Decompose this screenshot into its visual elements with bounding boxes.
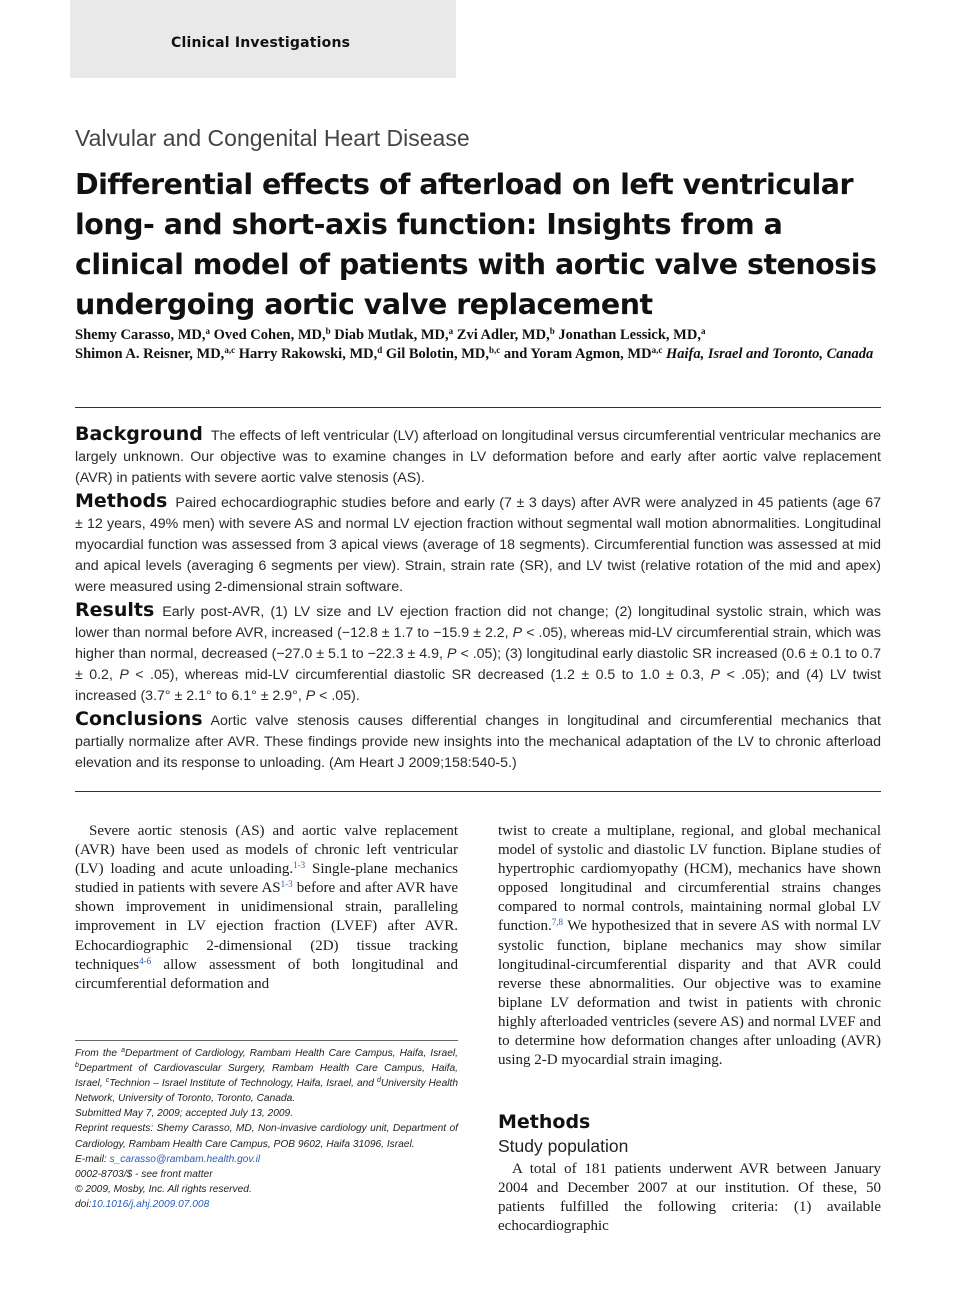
abstract-text: < .05). (319, 687, 360, 704)
affiliation-mark: a,c (224, 345, 236, 355)
section-kicker: Valvular and Congenital Heart Disease (75, 125, 470, 151)
author: Shimon A. Reisner, MD, (75, 346, 225, 362)
body-text: We hypothesized that in severe AS with normal LV systolic function, biplane mechanics may show similar longitudinal-circumferential disparity and that AVR could reverse these abnormalities. Our objective was to examine biplane LV deformation and twist in patients with chronic highly afterloaded ventricles (severe AS) and normal LVEF and to determine how deformation changes after unloading (AVR) using 2-D myocardial strain imaging. (498, 918, 881, 1069)
author: Shemy Carasso, MD, (75, 327, 206, 343)
abstract-heading: Results (75, 599, 155, 622)
footnote-issn: 0002-8703/$ - see front matter (75, 1168, 213, 1180)
footnote-doi (75, 1197, 458, 1212)
abstract-background (75, 424, 881, 488)
abstract-text: The effects of left ventricular (LV) afterload on longitudinal versus circumferential ventricular mechanics are largely unknown. Our objective was to examine changes in LV deformation before and early after aortic valve replacement (AVR) in patients with severe aortic valve stenosis (AS). (75, 428, 881, 486)
author: Oved Cohen, MD, (213, 327, 326, 343)
abstract-text: Paired echocardiographic studies before and early (7 ± 3 days) after AVR were analyzed in 45 patients (age 67 ± 12 years, 49% men) with severe AS and normal LV ejection fraction without segmental wall motion abnormalities. Longitudinal myocardial function was assessed from 3 apical views (average of 18 segments). Circumferential function was assessed at mid and apical levels (averaging 6 segments per view). Strain, strain rate (SR), and LV twist (relative rotation of the mid and apex) were measured using 2-dimensional strain software. (75, 495, 881, 595)
body-text: before and after AVR have shown improvement in unidimensional strain, paralleling improvement in LV ejection fraction (LVEF) after AVR. Echocardiographic 2-dimensional (2D) tissue tracking techniques (75, 880, 458, 973)
section-label: Clinical Investigations (171, 35, 351, 51)
abstract-results (75, 600, 881, 706)
body-paragraph (75, 822, 458, 994)
footnote-text: E-mail: (75, 1153, 107, 1165)
author: Jonathan Lessick, MD, (558, 327, 701, 343)
body-text: twist to create a multiplane, regional, and global mechanical model of systolic and diastolic LV function. Biplane studies of hypertrophic cardiomyopathy (HCM), mechanics have shown opposed longitudinal and circumferential strains changes compared to normal controls, maintaining normal global LV function. (498, 823, 881, 935)
footnote-text: Technion – Israel Institute of Technology, Haifa, Israel, and (109, 1078, 374, 1090)
body-paragraph (498, 822, 881, 1070)
p-value-symbol: P (512, 625, 523, 642)
affiliation-mark: a (121, 1047, 125, 1054)
footnote-text: From the (75, 1048, 117, 1059)
p-value-symbol: P (710, 666, 720, 683)
methods-heading: Methods (498, 1111, 591, 1133)
article-title: Differential effects of afterload on left ventricular long- and short-axis function: Insights from a clinical model of patients with aortic valve stenosis undergoing aortic valve replacement (75, 168, 877, 321)
author: Harry Rakowski, MD, (238, 346, 378, 362)
affiliation-mark: a (448, 326, 454, 336)
affiliation-mark: b (325, 326, 331, 336)
reference-link[interactable]: 7,8 (551, 917, 563, 928)
author: Diab Mutlak, MD, (334, 327, 449, 343)
email-link[interactable]: s_carasso@rambam.health.gov.il (109, 1153, 261, 1165)
body-column-right (498, 822, 881, 1070)
doi-link[interactable]: 10.1016/j.ahj.2009.07.008 (91, 1198, 210, 1210)
affiliation-mark: a (205, 326, 210, 336)
footnote-copyright: © 2009, Mosby, Inc. All rights reserved. (75, 1183, 252, 1195)
abstract-heading: Methods (75, 490, 168, 513)
p-value-symbol: P (305, 687, 316, 704)
body-column-right-methods (498, 1160, 881, 1236)
body-text: Single-plane mechanics studied in patients with severe AS (75, 861, 458, 897)
body-column-left (75, 822, 458, 994)
footnote-affiliations (75, 1046, 458, 1106)
reference-link[interactable]: 1-3 (293, 860, 306, 871)
footnote-text: doi: (75, 1198, 92, 1210)
abstract-bottom-rule (75, 791, 881, 792)
author: Gil Bolotin, MD, (385, 346, 490, 362)
abstract-text: Early post-AVR, (1) LV size and LV ejection fraction did not change; (2) longitudinal systolic strain, which was lower than normal before AVR, increased (−12.8 ± 1.7 to −15.9 ± 2.2, (75, 604, 881, 642)
abstract (75, 424, 881, 777)
footnote-email (75, 1152, 458, 1167)
author: Zvi Adler, MD, (456, 327, 550, 343)
author-list (75, 326, 885, 364)
affiliation-mark: c (105, 1077, 110, 1085)
reference-link[interactable]: 4-6 (139, 955, 152, 966)
abstract-text: < .05); and (4) LV twist increased (3.7° ± 2.1° to 6.1° ± 2.9°, (75, 666, 881, 704)
study-population-heading: Study population (498, 1136, 629, 1156)
footnote-reprint: Reprint requests: Shemy Carasso, MD, Non-invasive cardiology unit, Department of Cardiology, Rambam Health Care Campus, POB 9602, Haifa 31096, Israel. (75, 1123, 458, 1150)
footnote-text: Department of Cardiology, Rambam Health Care Campus, Haifa, Israel, (124, 1048, 458, 1059)
author: and Yoram Agmon, MD (503, 346, 652, 362)
affiliation-mark: b,c (489, 345, 501, 355)
p-value-symbol: P (446, 645, 457, 662)
body-text: allow assessment of both longitudinal and circumferential deformation and (75, 956, 458, 992)
body-paragraph: A total of 181 patients underwent AVR between January 2004 and December 2007 at our institution. Of these, 50 patients fulfilled the following criteria: (1) available echocardiographic (498, 1161, 881, 1235)
section-header-tab (70, 0, 456, 78)
footnote-rule (75, 1040, 458, 1041)
abstract-text: Aortic valve stenosis causes differential changes in longitudinal and circumferential mechanics that partially normalize after AVR. These findings provide new insights into the mechanical adaptation of the LV to chronic afterload elevation and its response to unloading. (Am Heart J 2009;158:540-5.) (75, 713, 881, 771)
abstract-text: < .05), whereas mid-LV circumferential strain, which was higher than normal, decreased (−27.0 ± 5.1 to −22.3 ± 4.9, (75, 625, 881, 662)
affiliation-mark: b (549, 326, 555, 336)
abstract-text: < .05); (3) longitudinal early diastolic SR increased (0.6 ± 0.1 to 0.7 ± 0.2, (75, 645, 881, 683)
body-text: Severe aortic stenosis (AS) and aortic valve replacement (AVR) have been used as models of chronic left ventricular (LV) loading and acute unloading. (75, 823, 458, 878)
p-value-symbol: P (119, 666, 129, 683)
footnote-submitted: Submitted May 7, 2009; accepted July 13, 2009. (75, 1108, 294, 1120)
author-location: Haifa, Israel and Toronto, Canada (665, 346, 874, 362)
reference-link[interactable]: 1-3 (280, 879, 293, 890)
abstract-heading: Background (75, 423, 203, 445)
footnotes (75, 1046, 458, 1212)
footnote-text: Department of Cardiovascular Surgery, Rambam Health Care Campus, Haifa, Israel, (75, 1063, 458, 1090)
abstract-methods (75, 491, 881, 597)
affiliation-mark: a (700, 326, 706, 336)
affiliation-mark: b (75, 1062, 79, 1070)
abstract-heading: Conclusions (75, 708, 203, 731)
abstract-conclusions (75, 709, 881, 773)
abstract-text: < .05), whereas mid-LV circumferential diastolic SR decreased (1.2 ± 0.5 to 1.0 ± 0.3, (135, 666, 705, 683)
footnote-text: University Health Network, University of Toronto, Toronto, Canada. (75, 1078, 458, 1105)
affiliation-mark: a,c (651, 345, 663, 355)
affiliation-mark: d (377, 345, 383, 355)
affiliation-mark: d (376, 1077, 381, 1085)
abstract-top-rule (75, 407, 881, 408)
